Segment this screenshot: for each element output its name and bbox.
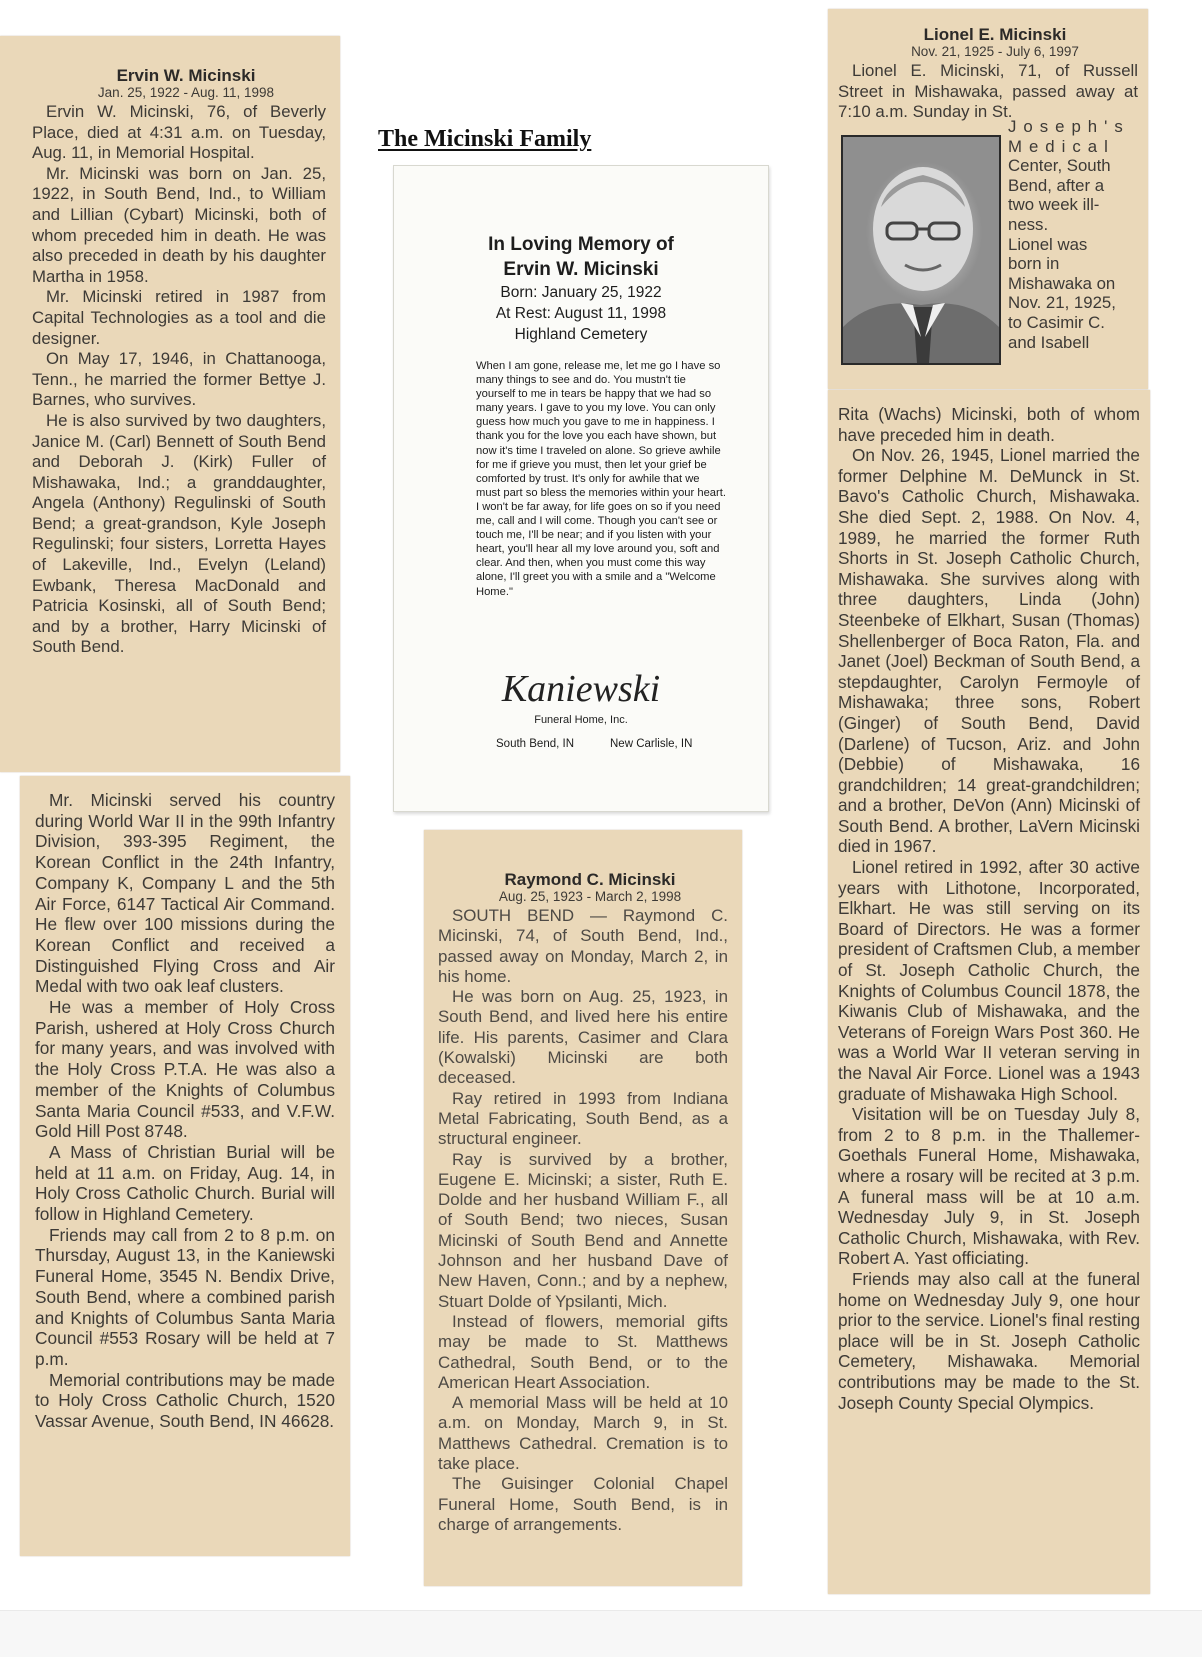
paragraph: Ray is survived by a brother, Eugene E. Micinski; a sister, Ruth E. Dolde and her husband William F., all of South Bend; two nieces, Susan Micinski of South Bend and Annette Johnson and her husband Dave of New Haven, Conn.; and by a nephew, Stuart Dolde of Ypsilanti, Mich.	[438, 1149, 728, 1311]
born-date: Born: January 25, 1922	[500, 284, 662, 301]
memorial-card	[393, 165, 769, 812]
location-new-carlisle: New Carlisle, IN	[610, 738, 693, 750]
paragraph: The Guisinger Colonial Chapel Funeral Home, South Bend, is in charge of arrangements.	[438, 1474, 728, 1534]
lionel-dates: Nov. 21, 1925 - July 6, 1997	[911, 44, 1079, 59]
line: Bend, after a	[1008, 175, 1105, 195]
line: Mishawaka on	[1008, 273, 1116, 293]
memorial-name: Ervin W. Micinski	[503, 259, 659, 280]
paragraph: Mr. Micinski was born on Jan. 25, 1922, in South Bend, Ind., to William and Lillian (Cybart) Micinski, both of whom preceded him in death. He was also preceded in death by his daughter Martha in 1958.	[32, 163, 326, 286]
raymond-dates: Aug. 25, 1923 - March 2, 1998	[498, 889, 682, 904]
rest-date: At Rest: August 11, 1998	[495, 305, 667, 322]
paragraph: Mr. Micinski served his country during World War II in the 99th Infantry Division, 393-395 Regiment, the Korean Conflict in the 24th Infantry, Company K, Company L and the 5th Air Force, 6147 Tactical Air Command. He flew over 100 missions during the Korean Conflict and received a Distinguished Flying Cross and Air Medal with two oak leaf clusters.	[35, 790, 335, 997]
lionel-obituary-clipping-bottom	[828, 390, 1150, 1594]
paragraph: A Mass of Christian Burial will be held at 11 a.m. on Friday, Aug. 14, in Holy Cross Catholic Church. Burial will follow in Highland Cemetery.	[35, 1141, 335, 1225]
paragraph: He was born on Aug. 25, 1923, in South Bend, and lived here his entire life. His parents, Casimer and Clara (Kowalski) Micinski are both deceased.	[438, 987, 728, 1088]
raymond-text	[438, 906, 728, 1535]
ervin-dates: Jan. 25, 1922 - Aug. 11, 1998	[97, 85, 275, 100]
memorial-poem: When I am gone, release me, let me go I have so many things to see and do. You mustn't tie yourself to me in tears be happy that we had so many years. I gave to you my love. You can only guess how much you gave to me in happiness. I thank you for the love you each have shown, but now it's time I traveled on alone. So grieve awhile for me if grieve you must, then let your grief be comforted by trust. It's only for awhile that we must part so bless the memories within your heart. I won't be far away, for life goes on so if you need me, call and I will come. Though you can't see or touch me, I'll be near; and if you listen with your heart, you'll hear all my love around you, soft and clear. And then, when you must come this way alone, I'll greet you with a smile and a "Welcome Home."	[476, 360, 726, 598]
funeral-home-logo: Kaniewski	[501, 668, 661, 710]
paragraph: SOUTH BEND — Raymond C. Micinski, 74, of South Bend, Ind., passed away on Monday, March 2, in his home.	[438, 906, 728, 986]
paragraph: Instead of flowers, memorial gifts may be made to St. Matthews Cathedral, South Bend, or to the American Heart Association.	[438, 1311, 728, 1392]
line: ness.	[1008, 214, 1049, 234]
ervin-obituary-clipping-top	[0, 36, 340, 772]
paragraph: On May 17, 1946, in Chattanooga, Tenn., he married the former Bettye J. Barnes, who survives.	[32, 349, 326, 410]
line: and Isabell	[1008, 332, 1090, 352]
paragraph: Friends may call from 2 to 8 p.m. on Thursday, August 13, in the Kaniewski Funeral Home, 3545 N. Bendix Drive, South Bend, where a combined parish and Knights of Columbus Santa Maria Council #553 Rosary will be held at 7 p.m.	[35, 1224, 335, 1369]
line: Joseph's	[1008, 117, 1130, 136]
paragraph: He was a member of Holy Cross Parish, ushered at Holy Cross Church for many years, and was involved with the Holy Cross P.T.A. He was also a member of the Knights of Columbus Santa Maria Council #533, and V.F.W. Gold Hill Post 8748.	[35, 997, 335, 1142]
paragraph: Mr. Micinski retired in 1987 from Capital Technologies as a tool and die designer.	[32, 287, 326, 348]
ervin-name: Ervin W. Micinski	[116, 66, 256, 85]
ervin-text-part2	[20, 776, 350, 1432]
page-bottom-edge	[0, 1610, 1202, 1657]
paragraph: Friends may also call at the funeral home on Wednesday July 9, one hour prior to the service. Lionel's final resting place will be in St. Joseph Catholic Cemetery, Mishawaka. Memorial contributions may be made to the St. Joseph County Special Olympics.	[838, 1268, 1140, 1413]
cemetery-name: Highland Cemetery	[514, 326, 648, 343]
lionel-portrait-photo	[841, 135, 1001, 365]
raymond-name: Raymond C. Micinski	[504, 870, 676, 889]
lionel-text-part2	[828, 390, 1150, 1413]
line: Lionel was	[1008, 234, 1088, 254]
paragraph: Rita (Wachs) Micinski, both of whom have preceded him in death.	[838, 404, 1140, 445]
paragraph: Visitation will be on Tuesday July 8, from 2 to 8 p.m. in the Thallemer-Goethals Funeral Home, Mishawaka, where a rosary will be recited at 3 p.m. A funeral mass will be at 10 a.m. Wednesday July 9, in St. Joseph Catholic Church, Mishawaka, with Rev. Robert A. Yast officiating.	[838, 1104, 1140, 1269]
line: two week ill-	[1008, 195, 1100, 215]
lionel-obituary-clipping-top	[828, 9, 1148, 389]
line: Medical	[1008, 136, 1115, 156]
raymond-obituary-clipping	[424, 830, 742, 1586]
paragraph: On Nov. 26, 1945, Lionel married the former Delphine M. DeMunck in St. Bavo's Catholic Church, Mishawaka. She died Sept. 2, 1988. On Nov. 4, 1989, he married the former Ruth Shorts in St. Joseph Catholic Church, Mishawaka. She survives along with three daughters, Linda (John) Steenbeke of Elkhart, Susan (Thomas) Shellenberger of Boca Raton, Fla. and Janet (Joel) Beckman of South Bend, a stepdaughter, Carolyn Fermoyle of Mishawaka; three sons, Robert (Ginger) of South Bend, David (Darlene) of Tucson, Ariz. and John (Debbie) of Mishawaka, 16 grandchildren; 14 great-grandchildren; and a brother, DeVon (Ann) Micinski of South Bend. A brother, LaVern Micinski died in 1967.	[838, 445, 1140, 857]
lionel-name: Lionel E. Micinski	[923, 25, 1067, 44]
paragraph: Ervin W. Micinski, 76, of Beverly Place, died at 4:31 a.m. on Tuesday, Aug. 11, in Memorial Hospital.	[32, 102, 326, 163]
location-south-bend: South Bend, IN	[496, 738, 574, 750]
paragraph: He is also survived by two daughters, Janice M. (Carl) Bennett of South Bend and Deborah J. (Kirk) Fuller of Mishawaka, Ind.; a granddaughter, Angela (Anthony) Regulinski of South Bend; a great-grandson, Kyle Joseph Regulinski; four sisters, Lorretta Hayes of Lakeville, Ind., Evelyn (Leland) Ewbank, Theresa MacDonald and Patricia Kosinski, all of South Bend; and by a brother, Harry Micinski of South Bend.	[32, 410, 326, 657]
line: Nov. 21, 1925,	[1008, 293, 1116, 313]
paragraph: Lionel retired in 1992, after 30 active years with Lithotone, Incorporated, Elkhart. He was still serving on its Board of Directors. He was a former president of Craftsmen Club, a member of St. Joseph Catholic Church, the Knights of Columbus Council 1878, the Kiwanis Club of Mishawaka, and the Veterans of Foreign Wars Post 360. He was a World War II veteran serving in the Naval Air Force. Lionel was a 1943 graduate of Mishawaka High School.	[838, 857, 1140, 1104]
memorial-info	[394, 282, 768, 345]
memorial-heading-text: In Loving Memory of	[488, 234, 674, 255]
lionel-beside-photo	[1008, 117, 1136, 352]
ervin-text-part1	[32, 102, 326, 658]
lionel-intro: Lionel E. Micinski, 71, of Russell Street in Mishawaka, passed away at 7:10 a.m. Sunday in St.	[838, 61, 1138, 122]
line: born in	[1008, 254, 1060, 274]
funeral-home-subtitle: Funeral Home, Inc.	[534, 714, 628, 726]
line: Center, South	[1008, 156, 1111, 176]
page-title: The Micinski Family	[378, 126, 592, 152]
paragraph: A memorial Mass will be held at 10 a.m. on Monday, March 9, in St. Matthews Cathedral. Cremation is to take place.	[438, 1393, 728, 1474]
paragraph: Ray retired in 1993 from Indiana Metal Fabricating, South Bend, as a structural engineer.	[438, 1088, 728, 1149]
line: to Casimir C.	[1008, 312, 1105, 332]
memorial-card-heading	[394, 232, 768, 282]
ervin-obituary-clipping-bottom	[20, 776, 350, 1556]
paragraph: Memorial contributions may be made to Holy Cross Catholic Church, 1520 Vassar Avenue, South Bend, IN 46628.	[35, 1369, 335, 1432]
